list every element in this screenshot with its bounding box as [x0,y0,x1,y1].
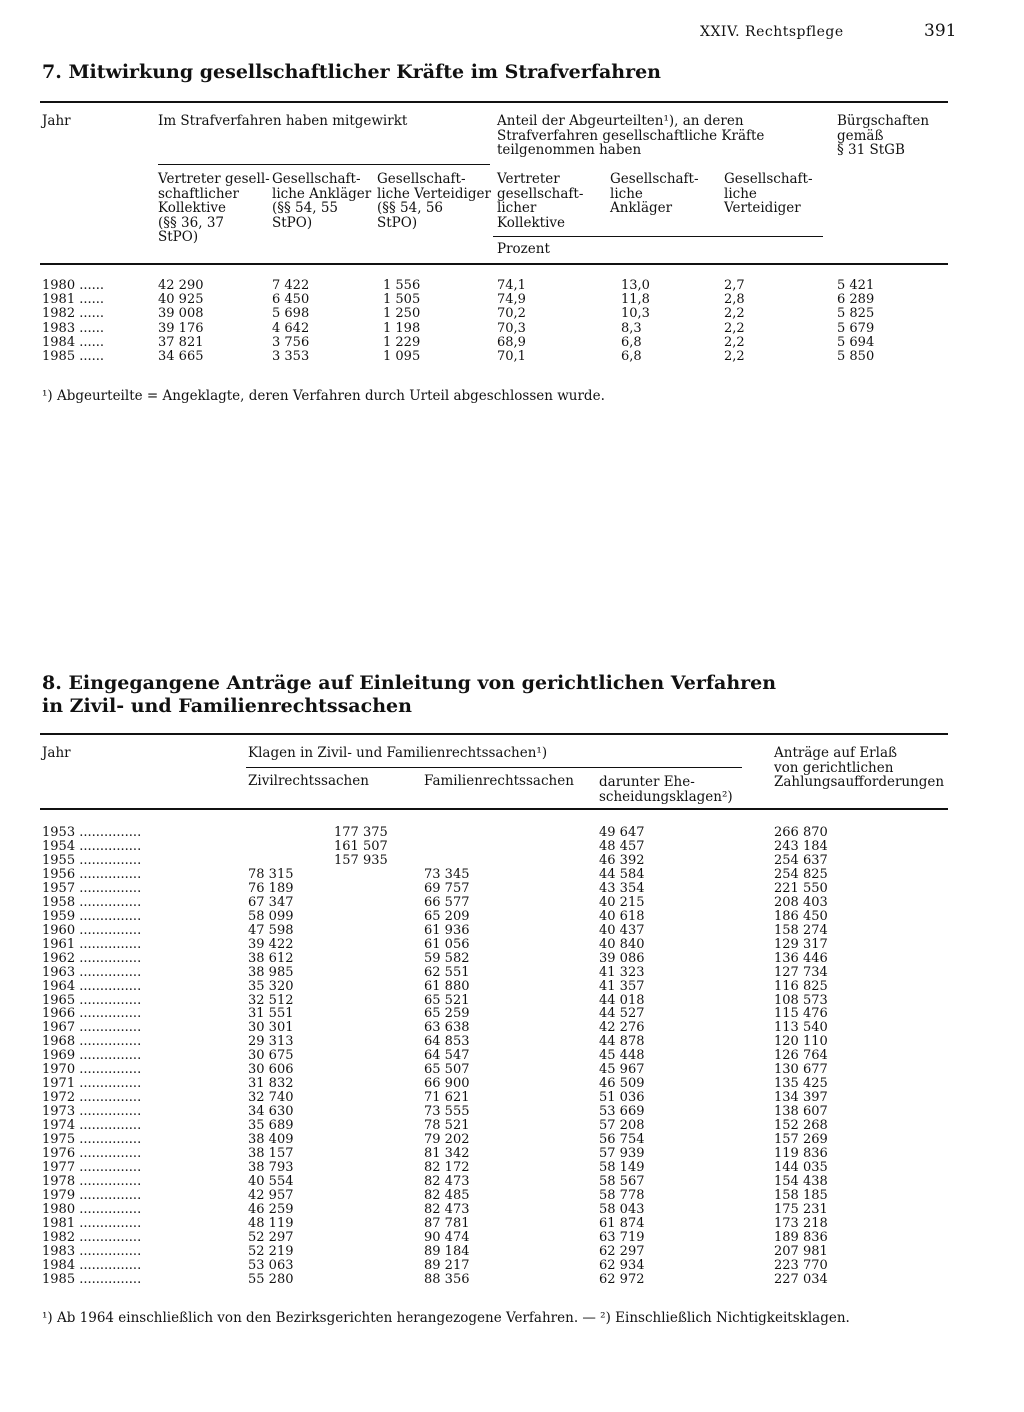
table8-cell-year: 1971 ............... [42,1076,142,1092]
table8-cell-zivil: 38 612 [248,950,294,966]
table8-cell-fam: 90 474 [424,1229,470,1245]
table7-title: 7. Mitwirkung gesellschaftlicher Kräfte im Strafverfahren [42,61,661,83]
table8-cell-fam: 65 521 [424,992,470,1008]
table8-cell-fam: 79 202 [424,1132,470,1148]
table8-cell-zivil: 32 740 [248,1090,294,1106]
table8-cell-zivil: 34 630 [248,1104,294,1120]
table8-cell-zivil: 78 315 [248,866,294,882]
table7-header-c6-line: Gesellschaft- [724,171,813,187]
table8-cell-ehe: 39 086 [599,950,645,966]
table8-header-antraege-line: von gerichtlichen [774,759,894,776]
table7-header-c5 [610,172,699,216]
table7-header-c4-line: Kollektive [497,214,566,231]
table8-cell-zivil: 35 320 [248,978,294,994]
table8-cell-antr: 127 734 [774,964,828,980]
table7-cell-c6: 2,8 [724,292,745,308]
table8-cell-ehe: 44 018 [599,992,645,1008]
table8-cell-zivil: 38 409 [248,1132,294,1148]
table8-cell-zivil: 31 551 [248,1006,294,1022]
table7-cell-c4: 70,3 [497,320,526,336]
table7-header-c5-line: Ankläger [610,200,673,216]
table8-cell-antr: 173 218 [774,1215,828,1231]
table8-title-line1: 8. Eingegangene Anträge auf Einleitung von gerichtlichen Verfahren [42,672,777,694]
table8-cell-year: 1961 ............... [42,936,142,952]
table7-header-c5-line: liche [610,185,643,202]
table7-footnote: ¹) Abgeurteilte = Angeklagte, deren Verfahren durch Urteil abgeschlossen wurde. [42,388,605,404]
table7-cell-c2: 6 450 [272,292,310,308]
table8-cell-zivil: 46 259 [248,1201,294,1217]
table8-cell-fam: 82 473 [424,1201,470,1217]
table8-cell-fam: 82 172 [424,1160,470,1176]
table8-header-group: Klagen in Zivil- und Familienrechtssachen¹) [248,745,548,761]
table8-header-bottom-rule [40,808,948,810]
table8-cell-ehe: 61 874 [599,1215,645,1231]
table7-header-c3-line: (§§ 54, 56 [377,200,443,216]
table7-header-c1-line: StPO) [158,229,199,245]
table8-title-line2: in Zivil- und Familienrechtssachen [42,695,412,717]
table8-cell-fam: 78 521 [424,1118,470,1134]
table7-header-c3-line: liche Verteidiger [377,185,491,202]
table7-group1-rule [158,164,490,165]
table7-header-c2 [272,172,371,230]
table8-cell-antr: 154 438 [774,1174,828,1189]
table7-cell-c1: 37 821 [158,334,204,350]
table7-header-bottom-rule [40,263,948,265]
table8-cell-ehe: 41 323 [599,964,645,980]
table7-cell-c1: 39 176 [158,320,204,336]
table8-cell-year: 1955 ............... [42,852,142,868]
table7-header-c1-line: Vertreter gesell- [158,171,270,187]
table8-cell-antr: 158 274 [774,922,828,938]
table8-cell-year: 1983 ............... [42,1243,142,1259]
table7-cell-c3: 1 095 [383,349,421,364]
table7-header-group3 [837,114,929,158]
table7-cell-year: 1980 ...... [42,278,105,293]
table8-cell-fam: 73 345 [424,866,470,882]
table8-top-rule [40,733,948,735]
table8-cell-antr: 254 825 [774,866,828,882]
table8-cell-ehe: 40 618 [599,908,645,924]
table8-cell-year: 1982 ............... [42,1229,142,1245]
table8-cell-antr: 157 269 [774,1132,828,1148]
table8-cell-fam: 89 184 [424,1243,470,1259]
table7-header-group3-line: Bürgschaften [837,113,930,129]
table8-footnote: ¹) Ab 1964 einschließlich von den Bezirksgerichten herangezogene Verfahren. — ²) Einschließlich Nichtigkeitsklagen. [42,1310,850,1326]
table8-cell-year: 1984 ............... [42,1257,142,1273]
table8-cell-year: 1965 ............... [42,992,142,1008]
table7-cell-c2: 3 756 [272,334,310,350]
table7-cell-year: 1985 ...... [42,349,105,364]
table8-cell-fam: 65 507 [424,1062,470,1078]
table7-cell-c5: 13,0 [621,278,650,293]
table8-cell-year: 1981 ............... [42,1215,142,1231]
table8-cell-antr: 116 825 [774,978,828,994]
table8-cell-year: 1964 ............... [42,978,142,994]
table8-cell-zivil: 38 793 [248,1160,294,1176]
table8-cell-ehe: 48 457 [599,838,645,854]
table7-cell-c7: 5 850 [837,349,875,364]
table8-cell-antr: 115 476 [774,1006,828,1022]
table8-cell-year: 1977 ............... [42,1160,142,1176]
table8-header-zivil: Zivilrechtssachen [248,773,369,789]
table8-cell-zivil: 47 598 [248,922,294,938]
table7-cell-c3: 1 250 [383,306,421,322]
table8-cell-antr: 144 035 [774,1160,828,1176]
table7-cell-c3: 1 198 [383,320,421,336]
table7-cell-c4: 74,9 [497,292,526,308]
table7-cell-year: 1981 ...... [42,292,105,308]
table8-cell-antr: 126 764 [774,1048,828,1064]
table8-cell-year: 1968 ............... [42,1034,142,1050]
table8-cell-antr: 175 231 [774,1201,828,1217]
table8-cell-merged: 157 935 [334,852,388,868]
table8-cell-ehe: 49 647 [599,825,645,840]
table8-cell-antr: 130 677 [774,1062,828,1078]
table8-cell-year: 1973 ............... [42,1104,142,1120]
table7-header-group2-line: Anteil der Abgeurteilten¹), an deren [497,113,744,129]
table8-cell-ehe: 40 215 [599,894,645,910]
table8-cell-zivil: 42 957 [248,1187,294,1203]
table8-cell-year: 1966 ............... [42,1006,142,1022]
table7-header-c3-line: Gesellschaft- [377,171,466,187]
table8-cell-fam: 82 473 [424,1174,470,1189]
table7-header-c1-line: Kollektive [158,200,227,216]
table8-cell-antr: 134 397 [774,1090,828,1106]
table8-cell-zivil: 76 189 [248,880,294,896]
table8-cell-zivil: 30 301 [248,1020,294,1036]
table8-cell-merged: 161 507 [334,838,388,854]
table8-cell-zivil: 52 297 [248,1229,294,1245]
table8-cell-antr: 129 317 [774,936,828,952]
table8-cell-year: 1976 ............... [42,1146,142,1162]
table8-cell-year: 1985 ............... [42,1271,142,1287]
table7-cell-c1: 39 008 [158,306,204,322]
table7-header-group1: Im Strafverfahren haben mitgewirkt [158,113,408,129]
table8-cell-ehe: 40 840 [599,936,645,952]
table7-cell-c1: 40 925 [158,292,204,308]
table8-cell-zivil: 38 985 [248,964,294,980]
table7-header-c6-line: Verteidiger [724,200,801,216]
table8-cell-ehe: 62 934 [599,1257,645,1273]
table8-cell-zivil: 48 119 [248,1215,294,1231]
table8-cell-merged: 177 375 [334,825,388,840]
table8-cell-year: 1958 ............... [42,894,142,910]
table8-cell-ehe: 58 043 [599,1201,645,1217]
table7-cell-c1: 34 665 [158,349,204,364]
table8-cell-fam: 64 547 [424,1048,470,1064]
table7-header-c4-line: licher [497,200,537,216]
table8-cell-fam: 62 551 [424,964,470,980]
table8-cell-year: 1975 ............... [42,1132,142,1148]
table8-header-ehe-line: darunter Ehe- [599,774,695,790]
table8-cell-year: 1972 ............... [42,1090,142,1106]
table8-cell-year: 1978 ............... [42,1174,142,1189]
table8-cell-year: 1962 ............... [42,950,142,966]
table7-cell-c3: 1 505 [383,292,421,308]
table7-cell-c7: 6 289 [837,292,875,308]
table8-cell-ehe: 53 669 [599,1104,645,1120]
table7-cell-year: 1982 ...... [42,306,105,322]
table8-cell-year: 1960 ............... [42,922,142,938]
table8-cell-zivil: 29 313 [248,1034,294,1050]
table7-header-group2-line: Strafverfahren gesellschaftliche Kräfte [497,127,765,144]
table8-cell-antr: 266 870 [774,825,828,840]
table7-cell-c5: 6,8 [621,349,642,364]
table7-unit-rule [493,236,823,237]
section-title: XXIV. Rechtspflege [700,24,844,40]
table8-cell-year: 1953 ............... [42,825,142,840]
table8-cell-ehe: 46 509 [599,1076,645,1092]
table7-cell-c3: 1 229 [383,334,421,350]
table8-group-rule [246,767,742,768]
table7-header-jahr: Jahr [42,113,71,129]
table8-cell-antr: 113 540 [774,1020,828,1036]
table8-cell-zivil: 30 675 [248,1048,294,1064]
table8-cell-zivil: 58 099 [248,908,294,924]
table8-cell-ehe: 58 567 [599,1174,645,1189]
table8-cell-year: 1979 ............... [42,1187,142,1203]
table7-cell-c4: 74,1 [497,278,526,293]
table7-cell-c2: 5 698 [272,306,310,322]
table8-cell-antr: 108 573 [774,992,828,1008]
table7-cell-c4: 70,1 [497,349,526,364]
table7-cell-year: 1984 ...... [42,334,105,350]
table8-cell-fam: 73 555 [424,1104,470,1120]
table8-cell-antr: 138 607 [774,1104,828,1120]
table7-top-rule [40,101,948,103]
table7-header-group3-line: gemäß [837,127,884,144]
table8-cell-fam: 61 936 [424,922,470,938]
table7-cell-c7: 5 679 [837,320,875,336]
table8-cell-antr: 120 110 [774,1034,828,1050]
table7-header-c4-line: Vertreter [497,171,560,187]
table8-cell-antr: 243 184 [774,838,828,854]
table7-header-group2 [497,114,764,158]
table7-header-group2-line: teilgenommen haben [497,142,642,158]
table8-header-antraege-line: Anträge auf Erlaß [774,745,898,761]
table8-cell-ehe: 56 754 [599,1132,645,1148]
table8-cell-zivil: 39 422 [248,936,294,952]
table8-cell-ehe: 40 437 [599,922,645,938]
table8-cell-ehe: 42 276 [599,1020,645,1036]
table8-cell-fam: 69 757 [424,880,470,896]
page-number: 391 [924,21,957,41]
table7-cell-c5: 10,3 [621,306,650,322]
table8-header-jahr: Jahr [42,745,71,761]
table8-header-ehe-line: scheidungsklagen²) [599,788,733,805]
table8-cell-zivil: 67 347 [248,894,294,910]
table8-cell-year: 1954 ............... [42,838,142,854]
table7-cell-c1: 42 290 [158,278,204,293]
table8-cell-ehe: 41 357 [599,978,645,994]
table8-cell-fam: 61 880 [424,978,470,994]
table8-cell-year: 1967 ............... [42,1020,142,1036]
table7-header-c2-line: Gesellschaft- [272,171,361,187]
table8-cell-antr: 254 637 [774,852,828,868]
table8-cell-zivil: 52 219 [248,1243,294,1259]
table8-header-antraege-line: Zahlungsaufforderungen [774,774,945,790]
table7-header-c5-line: Gesellschaft- [610,171,699,187]
table8-cell-ehe: 57 939 [599,1146,645,1162]
table8-cell-fam: 87 781 [424,1215,470,1231]
table8-cell-year: 1957 ............... [42,880,142,896]
table7-cell-c6: 2,7 [724,278,745,293]
table8-cell-zivil: 31 832 [248,1076,294,1092]
table8-cell-antr: 135 425 [774,1076,828,1092]
table7-header-c4 [497,172,583,230]
table8-cell-ehe: 46 392 [599,852,645,868]
table8-cell-year: 1974 ............... [42,1118,142,1134]
table7-cell-c5: 8,3 [621,320,642,336]
table8-cell-ehe: 62 972 [599,1271,645,1287]
table8-cell-antr: 119 836 [774,1146,828,1162]
table8-cell-antr: 227 034 [774,1271,828,1287]
table8-cell-fam: 81 342 [424,1146,470,1162]
table7-header-c1-line: (§§ 36, 37 [158,214,224,231]
table8-cell-ehe: 45 448 [599,1048,645,1064]
table8-cell-year: 1963 ............... [42,964,142,980]
table7-cell-c2: 7 422 [272,278,310,293]
table8-cell-ehe: 45 967 [599,1062,645,1078]
table7-cell-c6: 2,2 [724,320,745,336]
table7-header-c4-line: gesellschaft- [497,185,584,202]
table8-cell-zivil: 32 512 [248,992,294,1008]
table8-cell-fam: 66 577 [424,894,470,910]
table7-cell-c7: 5 825 [837,306,875,322]
table8-cell-ehe: 63 719 [599,1229,645,1245]
table8-cell-antr: 223 770 [774,1257,828,1273]
table8-cell-year: 1959 ............... [42,908,142,924]
table8-cell-zivil: 38 157 [248,1146,294,1162]
table7-cell-year: 1983 ...... [42,320,105,336]
table8-cell-fam: 63 638 [424,1020,470,1036]
table8-cell-ehe: 44 878 [599,1034,645,1050]
table7-header-c3 [377,172,491,230]
table8-cell-fam: 59 582 [424,950,470,966]
table8-cell-antr: 208 403 [774,894,828,910]
table7-cell-c6: 2,2 [724,349,745,364]
table7-header-c2-line: (§§ 54, 55 [272,200,338,216]
table8-cell-ehe: 58 778 [599,1187,645,1203]
table8-cell-antr: 152 268 [774,1118,828,1134]
table7-cell-c5: 11,8 [621,292,650,308]
table7-cell-c6: 2,2 [724,306,745,322]
table8-cell-fam: 65 209 [424,908,470,924]
table8-cell-zivil: 30 606 [248,1062,294,1078]
table7-cell-c4: 68,9 [497,334,526,350]
table8-cell-fam: 64 853 [424,1034,470,1050]
table8-cell-zivil: 40 554 [248,1174,294,1189]
table8-cell-ehe: 62 297 [599,1243,645,1259]
table8-header-antraege [774,746,944,790]
table8-cell-year: 1980 ............... [42,1201,142,1217]
table7-cell-c4: 70,2 [497,306,526,322]
table8-cell-fam: 65 259 [424,1006,470,1022]
table8-cell-ehe: 44 527 [599,1006,645,1022]
table8-cell-year: 1970 ............... [42,1062,142,1078]
table8-cell-zivil: 55 280 [248,1271,294,1287]
table7-cell-c7: 5 421 [837,278,875,293]
table7-header-c3-line: StPO) [377,214,418,231]
table7-header-c1 [158,172,270,245]
table7-cell-c2: 3 353 [272,349,310,364]
table8-header-familie: Familienrechtssachen [424,773,574,789]
table7-cell-c5: 6,8 [621,334,642,350]
table7-cell-c2: 4 642 [272,320,310,336]
table8-cell-antr: 207 981 [774,1243,828,1259]
table8-cell-fam: 61 056 [424,936,470,952]
table7-header-c2-line: liche Ankläger [272,185,372,202]
table8-header-ehe [599,775,733,804]
table8-cell-year: 1969 ............... [42,1048,142,1064]
table7-unit-label: Prozent [497,241,550,257]
table8-cell-ehe: 44 584 [599,866,645,882]
table7-cell-c3: 1 556 [383,278,421,293]
table7-header-c6-line: liche [724,185,757,202]
table8-cell-ehe: 57 208 [599,1118,645,1134]
table8-cell-fam: 89 217 [424,1257,470,1273]
table8-cell-fam: 82 485 [424,1187,470,1203]
table8-cell-ehe: 43 354 [599,880,645,896]
table7-header-c2-line: StPO) [272,214,313,231]
table8-cell-fam: 88 356 [424,1271,470,1287]
table7-cell-c6: 2,2 [724,334,745,350]
table7-cell-c7: 5 694 [837,334,875,350]
table8-cell-zivil: 35 689 [248,1118,294,1134]
table8-cell-ehe: 51 036 [599,1090,645,1106]
table8-cell-antr: 189 836 [774,1229,828,1245]
table8-cell-antr: 158 185 [774,1187,828,1203]
table8-cell-antr: 186 450 [774,908,828,924]
table8-cell-zivil: 53 063 [248,1257,294,1273]
table8-cell-year: 1956 ............... [42,866,142,882]
table8-cell-antr: 136 446 [774,950,828,966]
table8-cell-ehe: 58 149 [599,1160,645,1176]
table8-cell-fam: 71 621 [424,1090,470,1106]
table7-header-c1-line: schaftlicher [158,185,239,202]
table7-header-group3-line: § 31 StGB [837,142,905,158]
table8-cell-fam: 66 900 [424,1076,470,1092]
table8-cell-antr: 221 550 [774,880,828,896]
table7-header-c6 [724,172,813,216]
